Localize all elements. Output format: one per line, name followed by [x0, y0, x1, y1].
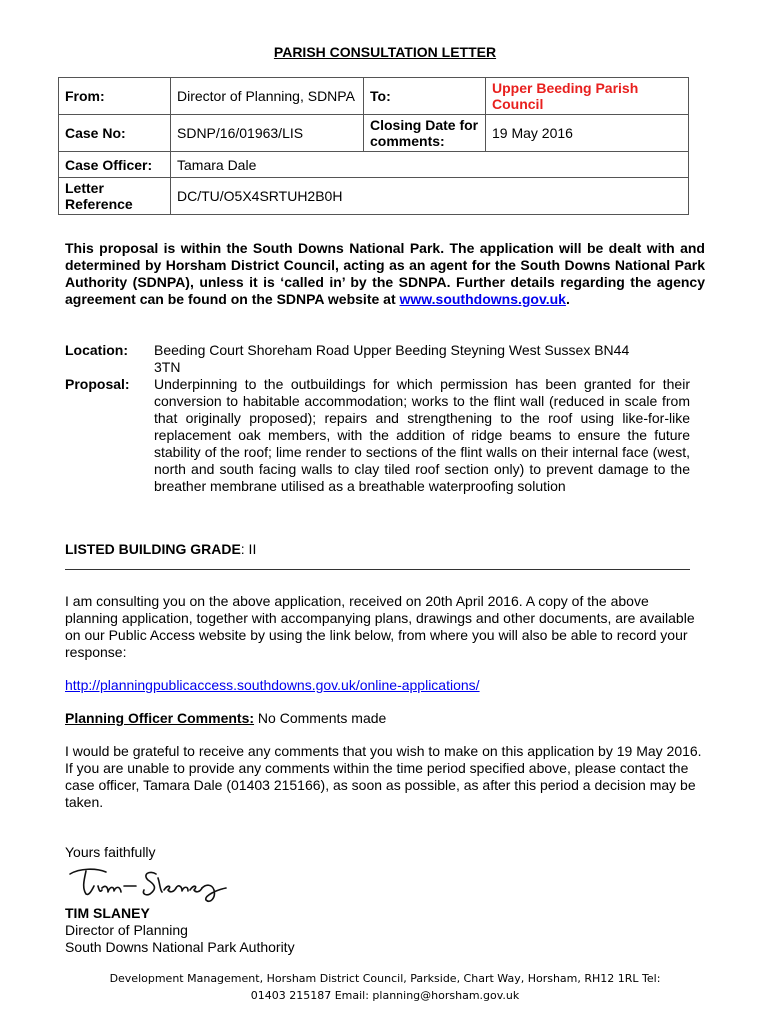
case-officer-label: Case Officer: [59, 152, 171, 178]
intro-text: This proposal is within the South Downs National Park. The application will be dealt with and determined by Horsham District Council, acting as an agent for the South Downs National Park Authority (SDNPA), unless it is ‘called in’ by the SDNPA. Further details regarding the agency agreement can be found on the SDNPA website at [65, 240, 705, 307]
response-request-paragraph: I would be grateful to receive any comments that you wish to make on this application by 19 May 2016. If you are unable to provide any comments within the time period specified above, please contact the case officer, Tamara Dale (01403 215166), as soon as possible, as after this period a decision may be taken. [65, 743, 702, 810]
officer-comments-label: Planning Officer Comments: [65, 710, 255, 726]
officer-comments-value: No Comments made [254, 710, 387, 726]
location-row [65, 342, 690, 376]
proposal-label: Proposal: [65, 376, 130, 392]
listed-value: : II [240, 541, 257, 557]
to-label: To: [364, 78, 486, 115]
consultation-details-table [58, 77, 689, 215]
planning-officer-comments [65, 710, 705, 727]
signatory-role: Director of Planning [65, 922, 188, 938]
case-no-label: Case No: [59, 115, 171, 152]
from-label: From: [59, 78, 171, 115]
footer-contact: 01403 215187 Email: planning@horsham.gov.uk [250, 989, 520, 1002]
footer [60, 970, 710, 1004]
page-title: PARISH CONSULTATION LETTER [273, 44, 497, 60]
case-no-value: SDNP/16/01963/LIS [171, 115, 364, 152]
consultation-paragraph: I am consulting you on the above application, received on 20th April 2016. A copy of the above planning application, together with accompanying plans, drawings and other documents, are available on our Public Access website by using the link below, from where you will also be able to record your response: [65, 593, 695, 660]
proposal-row [65, 376, 690, 495]
sdnpa-website-link[interactable]: www.southdowns.gov.uk [399, 291, 566, 307]
signatory-organisation: South Downs National Park Authority [65, 939, 295, 955]
closing-date-value: 19 May 2016 [486, 115, 689, 152]
public-access-link-row [65, 677, 705, 694]
public-access-link[interactable]: http://planningpublicaccess.southdowns.gov.uk/online-applications/ [65, 677, 480, 693]
letter-reference-label: Letter Reference [59, 178, 171, 215]
intro-end: . [565, 291, 570, 307]
proposal-value: Underpinning to the outbuildings for which permission has been granted for their conversion to habitable accommodation; works to the flint wall (reduced in scale from that originally proposed); repairs and strengthening to the roof using like-for-like replacement oak members, with the addition of ridge beams to ensure the future stability of the roof; lime render to sections of the flint walls on their internal face (west, north and south facing walls to clay tiled roof section only) to prevent damage to the breather membrane utilised as a breathable waterproofing solution [154, 376, 690, 494]
listed-building-grade [65, 541, 256, 557]
case-officer-value: Tamara Dale [171, 152, 689, 178]
from-value: Director of Planning, SDNPA [171, 78, 364, 115]
divider [65, 569, 690, 570]
location-value: Beeding Court Shoreham Road Upper Beeding Steyning West Sussex BN44 3TN [154, 342, 630, 375]
signatory-name: TIM SLANEY [65, 905, 150, 921]
letter-reference-value: DC/TU/O5X4SRTUH2B0H [171, 178, 689, 215]
intro-paragraph [65, 240, 705, 308]
signature-image [66, 860, 246, 906]
closing-date-label: Closing Date for comments: [364, 115, 486, 152]
location-label: Location: [65, 342, 128, 358]
closing-salutation: Yours faithfully [65, 844, 156, 860]
footer-address: Development Management, Horsham District Council, Parkside, Chart Way, Horsham, RH12 1RL Tel: [109, 972, 661, 985]
to-value: Upper Beeding Parish Council [486, 78, 689, 115]
listed-label: LISTED BUILDING GRADE [65, 541, 241, 557]
